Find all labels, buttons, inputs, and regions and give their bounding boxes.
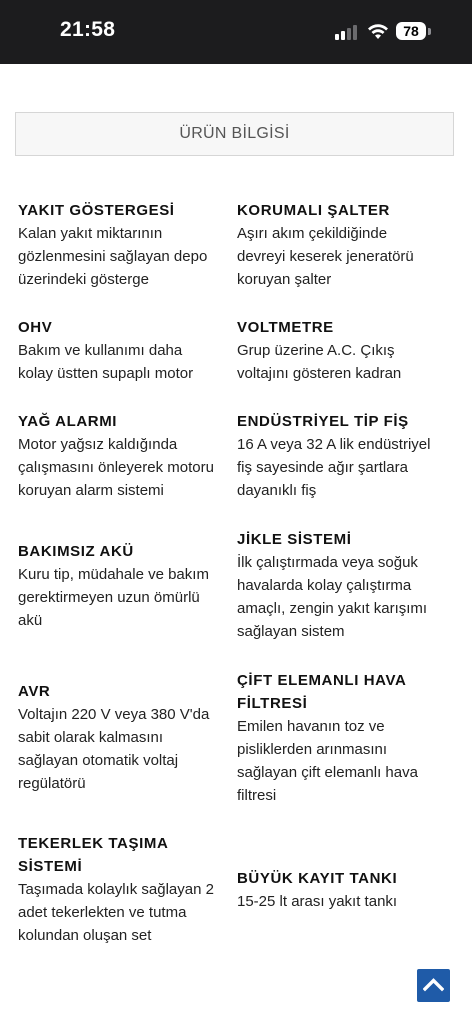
feature-large-fuel-tank bbox=[237, 867, 457, 913]
feature-desc-line: adet tekerlekten ve tutma bbox=[18, 904, 187, 921]
feature-desc-line: sabit olarak kalmasını bbox=[18, 729, 164, 746]
feature-title: VOLTMETRE bbox=[237, 319, 334, 336]
feature-desc-line: sağlayan çift elemanlı hava bbox=[237, 764, 418, 781]
feature-oil-alarm bbox=[18, 410, 238, 502]
battery-nub bbox=[428, 28, 431, 35]
feature-desc-line: pisliklerden arınmasını bbox=[237, 741, 388, 758]
feature-title: ENDÜSTRİYEL TİP FİŞ bbox=[237, 413, 409, 430]
feature-desc-line: Grup üzerine A.C. Çıkış bbox=[237, 342, 395, 359]
tab-product-info[interactable]: ÜRÜN BİLGİSİ bbox=[15, 112, 454, 156]
feature-desc-line: Emilen havanın toz ve bbox=[237, 718, 385, 735]
feature-desc-line: Kalan yakıt miktarının bbox=[18, 225, 163, 242]
wifi-icon bbox=[366, 21, 390, 41]
feature-desc-line: 15-25 lt arası yakıt tankı bbox=[237, 893, 398, 910]
feature-desc-line: kolay üstten supaplı motor bbox=[18, 365, 194, 382]
feature-desc-line: Kuru tip, müdahale ve bakım bbox=[18, 566, 209, 583]
feature-title: AVR bbox=[18, 683, 51, 700]
chevron-up-icon bbox=[423, 977, 444, 992]
feature-desc-line: 16 A veya 32 A lik endüstriyel bbox=[237, 436, 431, 453]
feature-industrial-plug bbox=[237, 410, 457, 502]
feature-title: YAĞ ALARMI bbox=[18, 413, 118, 430]
feature-desc-line: gözlenmesini sağlayan depo bbox=[18, 248, 208, 265]
feature-fuel-gauge bbox=[18, 199, 238, 291]
signal-icon bbox=[335, 24, 361, 40]
feature-desc-line: filtresi bbox=[237, 787, 277, 804]
feature-desc-line: koruyan alarm sistemi bbox=[18, 482, 164, 499]
feature-desc-line: kolundan oluşan set bbox=[18, 927, 152, 944]
feature-choke-system bbox=[237, 528, 457, 643]
feature-title: KORUMALI ŞALTER bbox=[237, 202, 390, 219]
feature-desc-line: Taşımada kolaylık sağlayan 2 bbox=[18, 881, 214, 898]
feature-title: ÇİFT ELEMANLI HAVA bbox=[237, 672, 407, 689]
feature-title: OHV bbox=[18, 319, 53, 336]
feature-title: BÜYÜK KAYIT TANKI bbox=[237, 870, 398, 887]
feature-wheel-kit bbox=[18, 832, 238, 947]
feature-desc-line: sağlayan otomatik voltaj bbox=[18, 752, 179, 769]
feature-desc-line: sağlayan sistem bbox=[237, 623, 345, 640]
feature-voltmeter bbox=[237, 316, 457, 385]
feature-title: BAKIMSIZ AKÜ bbox=[18, 543, 134, 560]
feature-title: TEKERLEK TAŞIMA bbox=[18, 835, 169, 852]
feature-avr bbox=[18, 680, 238, 795]
feature-circuit-breaker bbox=[237, 199, 457, 291]
feature-desc-line: dayanıklı fiş bbox=[237, 482, 317, 499]
scroll-to-top-button[interactable] bbox=[417, 969, 450, 1002]
feature-title: FİLTRESİ bbox=[237, 695, 308, 712]
feature-desc-line: İlk çalıştırmada veya soğuk bbox=[237, 554, 418, 571]
feature-title: JİKLE SİSTEMİ bbox=[237, 531, 352, 548]
feature-desc-line: havalarda kolay çalıştırma bbox=[237, 577, 412, 594]
feature-desc-line: Motor yağsız kaldığında bbox=[18, 436, 178, 453]
status-bar bbox=[0, 0, 472, 64]
feature-title: SİSTEMİ bbox=[18, 858, 83, 875]
feature-desc-line: çalışmasını önleyerek motoru bbox=[18, 459, 214, 476]
feature-desc-line: fiş sayesinde ağır şartlara bbox=[237, 459, 408, 476]
battery-icon: 78 bbox=[396, 22, 426, 40]
feature-desc-line: regülatörü bbox=[18, 775, 86, 792]
feature-title: YAKIT GÖSTERGESİ bbox=[18, 202, 175, 219]
feature-desc-line: Aşırı akım çekildiğinde bbox=[237, 225, 388, 242]
feature-dual-air-filter bbox=[237, 669, 457, 807]
feature-desc-line: Voltajın 220 V veya 380 V'da bbox=[18, 706, 210, 723]
feature-desc-line: gerektirmeyen uzun ömürlü bbox=[18, 589, 200, 606]
feature-ohv bbox=[18, 316, 238, 385]
status-time: 21:58 bbox=[60, 18, 116, 41]
feature-desc-line: üzerindeki gösterge bbox=[18, 271, 149, 288]
feature-maintenance-free-battery bbox=[18, 540, 238, 632]
feature-desc-line: koruyan şalter bbox=[237, 271, 332, 288]
feature-desc-line: Bakım ve kullanımı daha bbox=[18, 342, 183, 359]
feature-desc-line: devreyi keserek jeneratörü bbox=[237, 248, 414, 265]
feature-desc-line: amaçlı, zengin yakıt karışımı bbox=[237, 600, 428, 617]
feature-desc-line: voltajını gösteren kadran bbox=[237, 365, 402, 382]
feature-desc-line: akü bbox=[18, 612, 43, 629]
